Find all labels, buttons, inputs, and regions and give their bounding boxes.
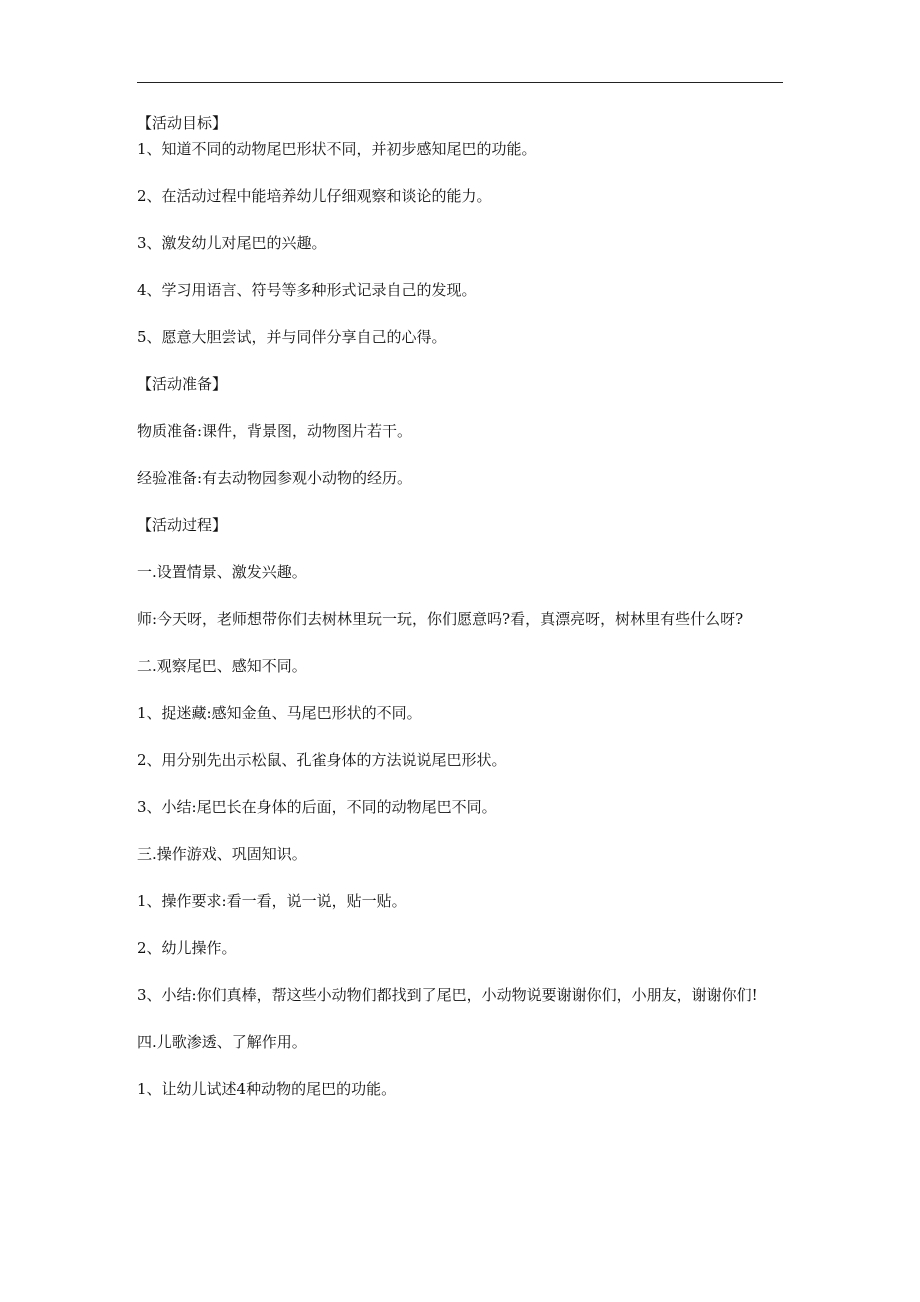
process-step-2-title: 二.观察尾巴、感知不同。 bbox=[137, 657, 307, 675]
section-heading-goals: 【活动目标】 bbox=[137, 114, 228, 132]
step-3-item-2: 2、幼儿操作。 bbox=[137, 939, 237, 957]
section-heading-preparation: 【活动准备】 bbox=[137, 375, 228, 393]
preparation-experience: 经验准备:有去动物园参观小动物的经历。 bbox=[137, 469, 413, 487]
goal-item-3: 3、激发幼儿对尾巴的兴趣。 bbox=[137, 234, 327, 252]
goal-item-2: 2、在活动过程中能培养幼儿仔细观察和谈论的能力。 bbox=[137, 187, 492, 205]
step-2-item-3: 3、小结:尾巴长在身体的后面，不同的动物尾巴不同。 bbox=[137, 798, 497, 816]
step-4-item-1: 1、让幼儿试述4种动物的尾巴的功能。 bbox=[137, 1080, 397, 1098]
step-3-item-3: 3、小结:你们真棒，帮这些小动物们都找到了尾巴，小动物说要谢谢你们，小朋友，谢谢你们! bbox=[137, 986, 758, 1004]
header-rule bbox=[137, 82, 783, 83]
process-step-3-title: 三.操作游戏、巩固知识。 bbox=[137, 845, 307, 863]
process-step-4-title: 四.儿歌渗透、了解作用。 bbox=[137, 1033, 307, 1051]
goal-item-1: 1、知道不同的动物尾巴形状不同，并初步感知尾巴的功能。 bbox=[137, 140, 537, 158]
document-body bbox=[137, 110, 787, 1102]
teacher-dialogue: 师:今天呀，老师想带你们去树林里玩一玩，你们愿意吗?看，真漂亮呀，树林里有些什么呀? bbox=[137, 610, 744, 628]
step-2-item-2: 2、用分别先出示松鼠、孔雀身体的方法说说尾巴形状。 bbox=[137, 751, 507, 769]
process-step-1-title: 一.设置情景、激发兴趣。 bbox=[137, 563, 307, 581]
step-2-item-1: 1、捉迷藏:感知金鱼、马尾巴形状的不同。 bbox=[137, 704, 422, 722]
step-3-item-1: 1、操作要求:看一看，说一说，贴一贴。 bbox=[137, 892, 407, 910]
section-heading-process: 【活动过程】 bbox=[137, 516, 228, 534]
goal-item-4: 4、学习用语言、符号等多种形式记录自己的发现。 bbox=[137, 281, 477, 299]
goal-item-5: 5、愿意大胆尝试，并与同伴分享自己的心得。 bbox=[137, 328, 447, 346]
preparation-materials: 物质准备:课件，背景图，动物图片若干。 bbox=[137, 422, 413, 440]
